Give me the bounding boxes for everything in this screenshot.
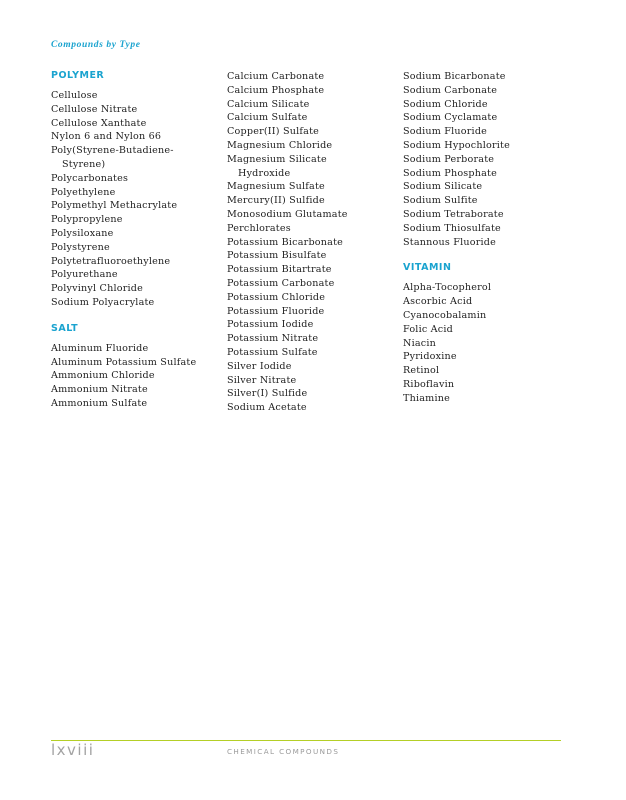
list-item: Sodium Polyacrylate: [51, 296, 155, 308]
list-item: Cellulose Xanthate: [51, 117, 147, 129]
section-heading-vitamin: VITAMIN: [403, 262, 452, 274]
list-item: Magnesium Sulfate: [227, 181, 325, 193]
list-item: Potassium Iodide: [227, 319, 314, 331]
list-item: Perchlorates: [227, 222, 291, 234]
list-item: Sodium Perborate: [403, 153, 495, 165]
list-item: Silver(I) Sulfide: [227, 388, 308, 400]
list-item: Cyanocobalamin: [403, 309, 487, 321]
list-item: Sodium Carbonate: [403, 84, 498, 96]
running-title: Compounds by Type: [51, 40, 141, 50]
list-item-continuation: Hydroxide: [238, 167, 291, 179]
list-item: Potassium Nitrate: [227, 333, 319, 345]
list-item: Mercury(II) Sulfide: [227, 195, 325, 207]
list-item: Poly(Styrene-Butadiene-: [51, 145, 174, 157]
salt-list-part-3: [403, 70, 578, 249]
salt-list-part-2: [227, 70, 402, 415]
list-item: Potassium Carbonate: [227, 277, 335, 289]
section-heading-polymer: POLYMER: [51, 70, 105, 81]
list-item: Retinol: [403, 365, 440, 377]
list-item: Pyridoxine: [403, 351, 457, 363]
list-item: Polyurethane: [51, 269, 118, 281]
list-item: Folic Acid: [403, 323, 453, 335]
list-item: Monosodium Glutamate: [227, 208, 348, 220]
list-item: Calcium Carbonate: [227, 71, 325, 82]
list-item: Polycarbonates: [51, 172, 129, 184]
list-item: Aluminum Potassium Sulfate: [51, 356, 197, 368]
salt-list-part-1: [51, 342, 226, 411]
list-item: Potassium Bicarbonate: [227, 236, 344, 248]
list-item: Sodium Cyclamate: [403, 112, 498, 124]
list-item: Calcium Sulfate: [227, 112, 308, 124]
list-item: Polysiloxane: [51, 227, 114, 239]
list-item: Niacin: [403, 337, 437, 349]
list-item: Silver Nitrate: [227, 374, 297, 386]
footer-title: CHEMICAL COMPOUNDS: [227, 747, 340, 756]
list-item: Polyethylene: [51, 186, 116, 198]
section-heading-salt: SALT: [51, 322, 79, 334]
list-item: Magnesium Chloride: [227, 139, 333, 151]
list-item: Potassium Fluoride: [227, 305, 325, 317]
list-item: Polystyrene: [51, 241, 110, 253]
list-item: Sodium Acetate: [227, 402, 307, 414]
list-item: Ammonium Chloride: [51, 370, 155, 382]
list-item: Sodium Sulfite: [403, 195, 478, 207]
list-item: Alpha-Tocopherol: [403, 282, 492, 294]
column-3: [403, 70, 578, 406]
list-item: Calcium Silicate: [227, 98, 310, 110]
page-number: lxviii: [51, 741, 95, 759]
column-2: [227, 70, 402, 415]
list-item: Polytetrafluoroethylene: [51, 255, 171, 267]
list-item: Sodium Thiosulfate: [403, 222, 501, 234]
list-item: Sodium Tetraborate: [403, 208, 504, 220]
list-item: Nylon 6 and Nylon 66: [51, 131, 162, 143]
list-item: Stannous Fluoride: [403, 236, 496, 248]
list-item: Copper(II) Sulfate: [227, 126, 320, 138]
list-item: Ammonium Sulfate: [51, 397, 148, 409]
list-item: Polypropylene: [51, 214, 123, 226]
list-item: Potassium Chloride: [227, 291, 326, 303]
list-item: Potassium Bisulfate: [227, 250, 327, 262]
list-item: Sodium Hypochlorite: [403, 139, 510, 151]
polymer-list: [51, 89, 226, 310]
list-item: Potassium Bitartrate: [227, 264, 332, 276]
list-item: Magnesium Silicate: [227, 153, 327, 165]
list-item: Polymethyl Methacrylate: [51, 200, 178, 212]
list-item: Riboflavin: [403, 378, 455, 390]
list-item: Sodium Bicarbonate: [403, 71, 506, 82]
list-item: Thiamine: [403, 392, 450, 404]
list-item: Sodium Silicate: [403, 181, 483, 193]
list-item: Cellulose: [51, 90, 98, 101]
list-item: Polyvinyl Chloride: [51, 283, 143, 295]
list-item: Silver Iodide: [227, 360, 292, 372]
list-item-continuation: Styrene): [62, 158, 106, 170]
list-item: Calcium Phosphate: [227, 84, 325, 96]
list-item: Sodium Phosphate: [403, 167, 497, 179]
column-1: [51, 70, 226, 411]
list-item: Potassium Sulfate: [227, 346, 318, 358]
list-item: Aluminum Fluoride: [51, 342, 149, 354]
vitamin-list: [403, 281, 578, 405]
list-item: Ascorbic Acid: [403, 296, 473, 308]
list-item: Cellulose Nitrate: [51, 103, 138, 115]
footer-rule: [51, 740, 561, 741]
list-item: Ammonium Nitrate: [51, 384, 148, 396]
list-item: Sodium Fluoride: [403, 126, 488, 138]
list-item: Sodium Chloride: [403, 98, 488, 110]
